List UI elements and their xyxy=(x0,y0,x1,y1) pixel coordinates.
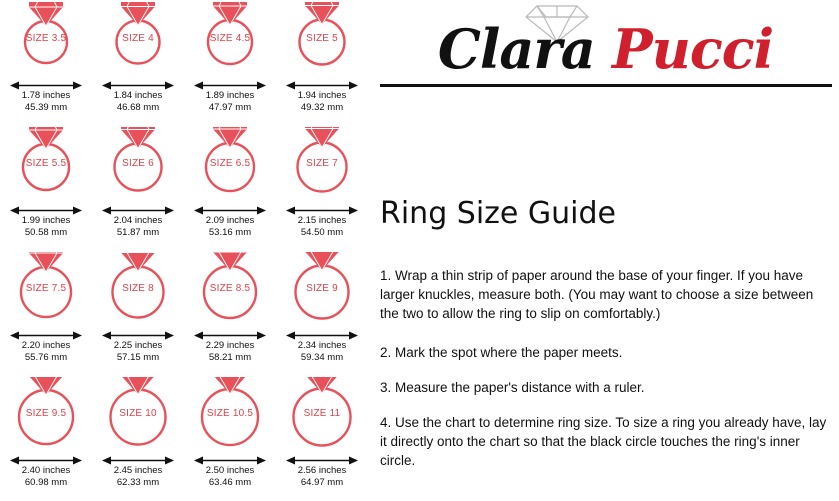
right-panel xyxy=(372,0,839,501)
measure-arrow xyxy=(10,78,82,89)
ring-illustration xyxy=(92,252,184,324)
ring-mm: 64.97 mm xyxy=(300,476,344,488)
ring-inches: 1.89 inches xyxy=(205,90,255,101)
ring-illustration xyxy=(276,127,368,199)
ring-inches: 2.40 inches xyxy=(21,465,71,476)
ring-illustration xyxy=(184,127,276,199)
ring-size-cell[interactable] xyxy=(92,125,184,250)
ring-mm: 55.76 mm xyxy=(24,351,68,363)
brand-name-first: Clara xyxy=(437,17,595,81)
measure-arrow xyxy=(194,78,266,89)
measure-arrow xyxy=(286,78,358,89)
ring-measurements xyxy=(92,465,184,488)
ring-size-label: SIZE 10 xyxy=(119,408,157,419)
ring-size-label: SIZE 3.5 xyxy=(25,33,67,44)
ring-inches: 2.04 inches xyxy=(113,215,163,226)
ring-mm: 50.58 mm xyxy=(24,226,68,238)
instruction-step: 3. Measure the paper's distance with a ruler. xyxy=(380,379,645,395)
ring-size-label: SIZE 7 xyxy=(306,158,338,169)
ring-illustration xyxy=(0,377,92,449)
measure-arrow xyxy=(10,453,82,464)
instruction-step: 1. Wrap a thin strip of paper around the base of your finger. If you have larger knuckles, measure both. (You may want to choose a size between the two to allow the ring to slip on comfortably.) xyxy=(380,267,814,321)
ring-illustration xyxy=(184,2,276,74)
ring-measurements xyxy=(92,90,184,113)
ring-illustration xyxy=(92,377,184,449)
ring-measurements xyxy=(92,340,184,363)
ring-illustration xyxy=(92,2,184,74)
ring-measurements xyxy=(276,90,368,113)
measure-arrow xyxy=(194,328,266,339)
measure-arrow xyxy=(286,203,358,214)
ring-size-label: SIZE 8 xyxy=(122,283,154,294)
ring-mm: 46.68 mm xyxy=(116,101,160,113)
ring-mm: 59.34 mm xyxy=(300,351,344,363)
ring-mm: 63.46 mm xyxy=(208,476,252,488)
instruction-steps xyxy=(380,252,832,486)
ring-size-cell[interactable] xyxy=(184,375,276,500)
instruction-step: 4. Use the chart to determine ring size. To size a ring you already have, lay it directly onto the chart so that the black circle touches the ring's inner circle. xyxy=(380,414,827,468)
measure-arrow xyxy=(194,203,266,214)
measure-arrow xyxy=(102,78,174,89)
ring-illustration xyxy=(0,2,92,74)
ring-size-cell[interactable] xyxy=(92,375,184,500)
measure-arrow xyxy=(102,203,174,214)
ring-size-label: SIZE 6 xyxy=(122,158,154,169)
ring-size-cell[interactable] xyxy=(184,125,276,250)
ring-measurements xyxy=(276,340,368,363)
ring-size-cell[interactable] xyxy=(0,250,92,375)
ring-size-cell[interactable] xyxy=(276,250,368,375)
ring-measurements xyxy=(276,465,368,488)
ring-size-label: SIZE 9 xyxy=(306,283,338,294)
ring-size-label: SIZE 5.5 xyxy=(25,158,67,169)
ring-size-chart xyxy=(0,0,368,501)
ring-mm: 62.33 mm xyxy=(116,476,160,488)
measure-arrow xyxy=(10,328,82,339)
ring-inches: 2.20 inches xyxy=(21,340,71,351)
measure-arrow xyxy=(102,453,174,464)
ring-measurements xyxy=(0,215,92,238)
ring-size-label: SIZE 5 xyxy=(306,33,338,44)
ring-measurements xyxy=(184,215,276,238)
ring-measurements xyxy=(184,90,276,113)
ring-inches: 2.15 inches xyxy=(297,215,347,226)
ring-size-label: SIZE 7.5 xyxy=(25,283,67,294)
ring-illustration xyxy=(276,2,368,74)
ring-size-cell[interactable] xyxy=(92,0,184,125)
ring-illustration xyxy=(0,127,92,199)
ring-size-label: SIZE 6.5 xyxy=(209,158,251,169)
ring-size-cell[interactable] xyxy=(92,250,184,375)
brand-logo xyxy=(372,0,839,105)
page-title: Ring Size Guide xyxy=(380,196,616,231)
measure-arrow xyxy=(286,328,358,339)
ring-mm: 58.21 mm xyxy=(208,351,252,363)
ring-mm: 47.97 mm xyxy=(208,101,252,113)
ring-measurements xyxy=(184,465,276,488)
ring-measurements xyxy=(0,90,92,113)
ring-inches: 1.94 inches xyxy=(297,90,347,101)
ring-mm: 49.32 mm xyxy=(300,101,344,113)
ring-mm: 51.87 mm xyxy=(116,226,160,238)
logo-underline xyxy=(380,84,832,87)
measure-arrow xyxy=(286,453,358,464)
ring-inches: 2.09 inches xyxy=(205,215,255,226)
ring-size-cell[interactable] xyxy=(184,0,276,125)
ring-illustration xyxy=(276,252,368,324)
ring-inches: 2.34 inches xyxy=(297,340,347,351)
measure-arrow xyxy=(194,453,266,464)
ring-measurements xyxy=(92,215,184,238)
ring-measurements xyxy=(276,215,368,238)
ring-inches: 2.45 inches xyxy=(113,465,163,476)
ring-illustration xyxy=(92,127,184,199)
brand-name-second: Pucci xyxy=(611,17,774,81)
ring-illustration xyxy=(184,377,276,449)
ring-mm: 54.50 mm xyxy=(300,226,344,238)
ring-size-cell[interactable] xyxy=(276,0,368,125)
ring-mm: 60.98 mm xyxy=(24,476,68,488)
ring-size-cell[interactable] xyxy=(0,0,92,125)
ring-size-cell[interactable] xyxy=(276,125,368,250)
ring-size-cell[interactable] xyxy=(276,375,368,500)
ring-inches: 2.29 inches xyxy=(205,340,255,351)
ring-size-cell[interactable] xyxy=(0,125,92,250)
instruction-step: 2. Mark the spot where the paper meets. xyxy=(380,344,623,360)
ring-size-label: SIZE 8.5 xyxy=(209,283,251,294)
ring-measurements xyxy=(0,340,92,363)
ring-inches: 1.78 inches xyxy=(21,90,71,101)
ring-mm: 45.39 mm xyxy=(24,101,68,113)
ring-inches: 1.99 inches xyxy=(21,215,71,226)
ring-size-label: SIZE 4.5 xyxy=(209,33,251,44)
ring-size-label: SIZE 11 xyxy=(303,408,341,419)
ring-inches: 2.25 inches xyxy=(113,340,163,351)
ring-inches: 1.84 inches xyxy=(113,90,163,101)
ring-mm: 57.15 mm xyxy=(116,351,160,363)
ring-inches: 2.56 inches xyxy=(297,465,347,476)
ring-size-cell[interactable] xyxy=(184,250,276,375)
ring-illustration xyxy=(184,252,276,324)
ring-measurements xyxy=(184,340,276,363)
ring-size-label: SIZE 4 xyxy=(122,33,154,44)
ring-mm: 53.16 mm xyxy=(208,226,252,238)
ring-size-label: SIZE 10.5 xyxy=(206,408,254,419)
ring-size-cell[interactable] xyxy=(0,375,92,500)
measure-arrow xyxy=(10,203,82,214)
brand-wordmark xyxy=(372,18,839,81)
ring-inches: 2.50 inches xyxy=(205,465,255,476)
measure-arrow xyxy=(102,328,174,339)
ring-illustration xyxy=(276,377,368,449)
ring-measurements xyxy=(0,465,92,488)
ring-size-label: SIZE 9.5 xyxy=(25,408,67,419)
ring-illustration xyxy=(0,252,92,324)
